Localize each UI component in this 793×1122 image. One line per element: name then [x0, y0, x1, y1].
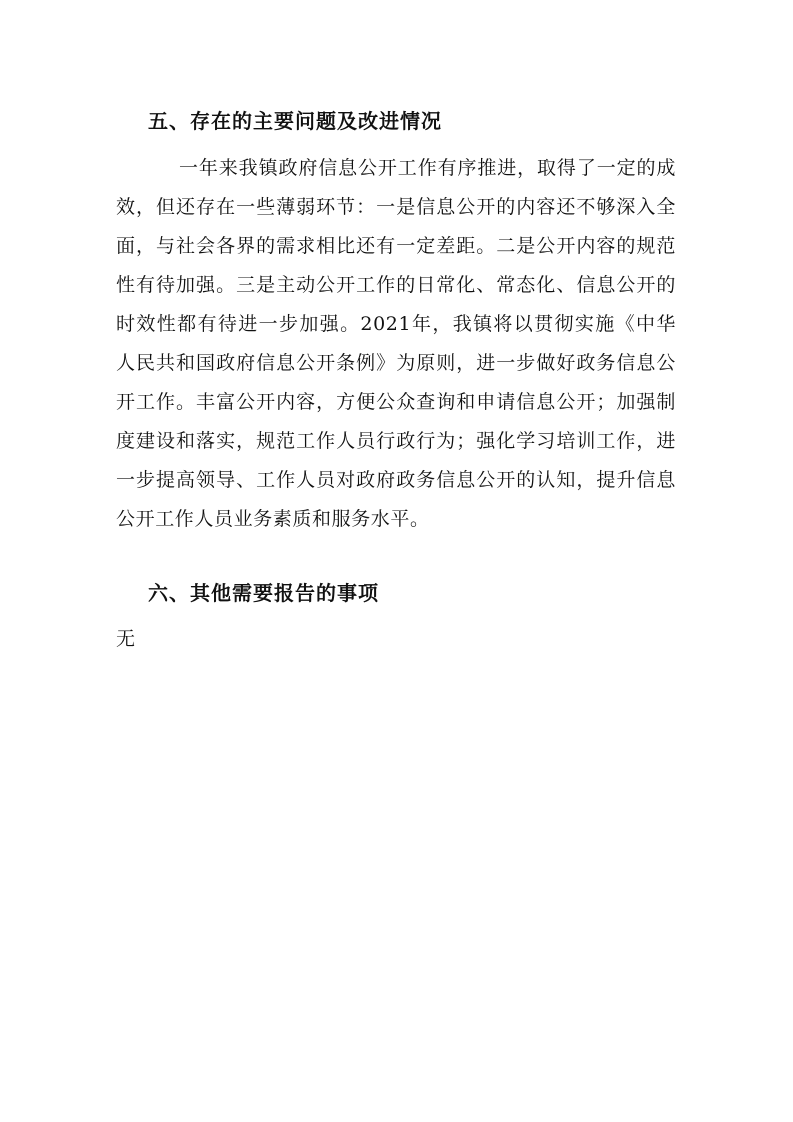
section-heading-problems-improvements: 五、存在的主要问题及改进情况: [148, 109, 442, 133]
section-heading-other-matters: 六、其他需要报告的事项: [148, 581, 379, 605]
section-paragraph-problems-improvements: 一年来我镇政府信息公开工作有序推进，取得了一定的成效，但还存在一些薄弱环节：一是信息公开的内容还不够深入全面，与社会各界的需求相比还有一定差距。二是公开内容的规范性有待加强。三是主动公开工作的日常化、常态化、信息公开的时效性都有待进一步加强。2021年，我镇将以贯彻实施《中华人民共和国政府信息公开条例》为原则，进一步做好政务信息公开工作。丰富公开内容，方便公众查询和申请信息公开；加强制度建设和落实，规范工作人员行政行为；强化学习培训工作，进一步提高领导、工作人员对政府政务信息公开的认知，提升信息公开工作人员业务素质和服务水平。: [116, 157, 676, 530]
section-paragraph-other-matters: 无: [116, 628, 136, 650]
